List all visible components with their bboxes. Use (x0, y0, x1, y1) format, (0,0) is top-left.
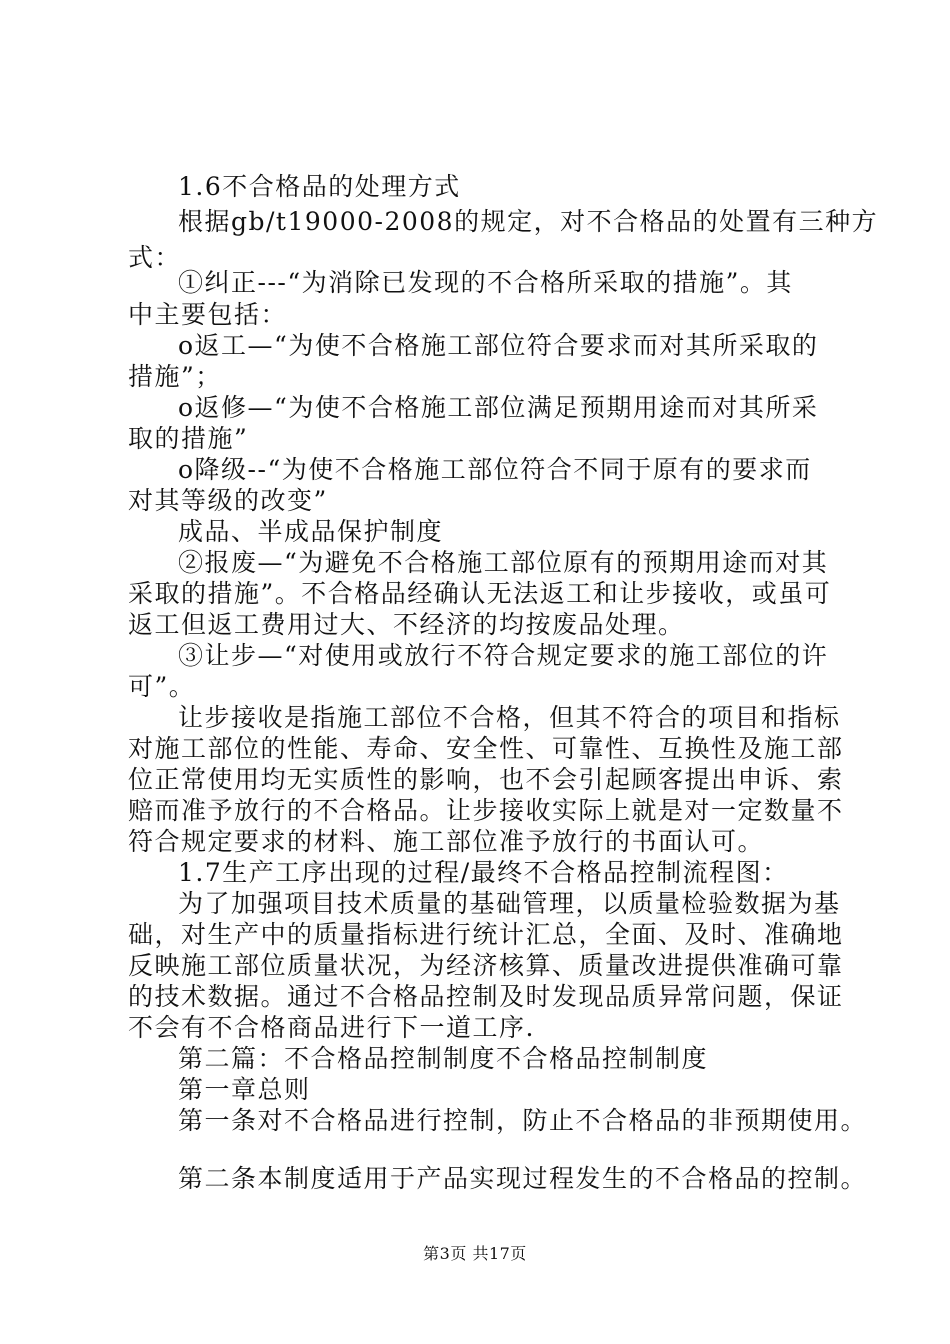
paragraph-line: 为了加强项目技术质量的基础管理，以质量检验数据为基 (178, 889, 841, 918)
paragraph-line: 的技术数据。通过不合格品控制及时发现品质异常问题，保证 (128, 982, 844, 1011)
paragraph-line: o返工—“为使不合格施工部位符合要求而对其所采取的 (178, 331, 819, 360)
paragraph-line: 成品、半成品保护制度 (178, 517, 444, 546)
paragraph-line: ②报废—“为避免不合格施工部位原有的预期用途而对其 (178, 548, 829, 577)
paragraph-line: o降级--“为使不合格施工部位符合不同于原有的要求而 (178, 455, 812, 484)
paragraph-line: 赔而准予放行的不合格品。让步接收实际上就是对一定数量不 (128, 796, 844, 825)
article-1: 第一条对不合格品进行控制，防止不合格品的非预期使用。 (178, 1106, 868, 1135)
paragraph-line: 式： (128, 243, 182, 272)
article-2: 第二条本制度适用于产品实现过程发生的不合格品的控制。 (178, 1164, 868, 1193)
chapter-heading: 第一章总则 (178, 1075, 311, 1104)
paragraph-line: 让步接收是指施工部位不合格，但其不符合的项目和指标 (178, 703, 841, 732)
paragraph-line: o返修—“为使不合格施工部位满足预期用途而对其所采 (178, 393, 819, 422)
section-heading-1-6: 1.6不合格品的处理方式 (178, 172, 461, 201)
paragraph-line: ③让步—“对使用或放行不符合规定要求的施工部位的许 (178, 641, 829, 670)
paragraph-line: 根据gb/t19000-2008的规定，对不合格品的处置有三种方 (178, 207, 879, 236)
paragraph-line: 位正常使用均无实质性的影响，也不会引起顾客提出申诉、索 (128, 765, 844, 794)
part-heading: 第二篇：不合格品控制制度不合格品控制制度 (178, 1044, 709, 1073)
paragraph-line: 不会有不合格商品进行下一道工序. (128, 1013, 535, 1042)
paragraph-line: 返工但返工费用过大、不经济的均按废品处理。 (128, 610, 685, 639)
paragraph-line: 对施工部位的性能、寿命、安全性、可靠性、互换性及施工部 (128, 734, 844, 763)
paragraph-line: 采取的措施”。不合格品经确认无法返工和让步接收，或虽可 (128, 579, 832, 608)
paragraph-line: ①纠正---“为消除已发现的不合格所采取的措施”。其 (178, 268, 793, 297)
paragraph-line: 础，对生产中的质量指标进行统计汇总，全面、及时、准确地 (128, 920, 844, 949)
paragraph-line: 符合规定要求的材料、施工部位准予放行的书面认可。 (128, 827, 765, 856)
paragraph-line: 可”。 (128, 672, 196, 701)
page-number-footer: 第3页 共17页 (423, 1244, 527, 1263)
paragraph-line: 中主要包括： (128, 300, 288, 329)
paragraph-line: 取的措施” (128, 424, 249, 453)
paragraph-line: 反映施工部位质量状况，为经济核算、质量改进提供准确可靠 (128, 951, 844, 980)
paragraph-line: 对其等级的改变” (128, 486, 328, 515)
section-heading-1-7: 1.7生产工序出现的过程/最终不合格品控制流程图： (178, 858, 789, 887)
paragraph-line: 措施”； (128, 362, 222, 391)
